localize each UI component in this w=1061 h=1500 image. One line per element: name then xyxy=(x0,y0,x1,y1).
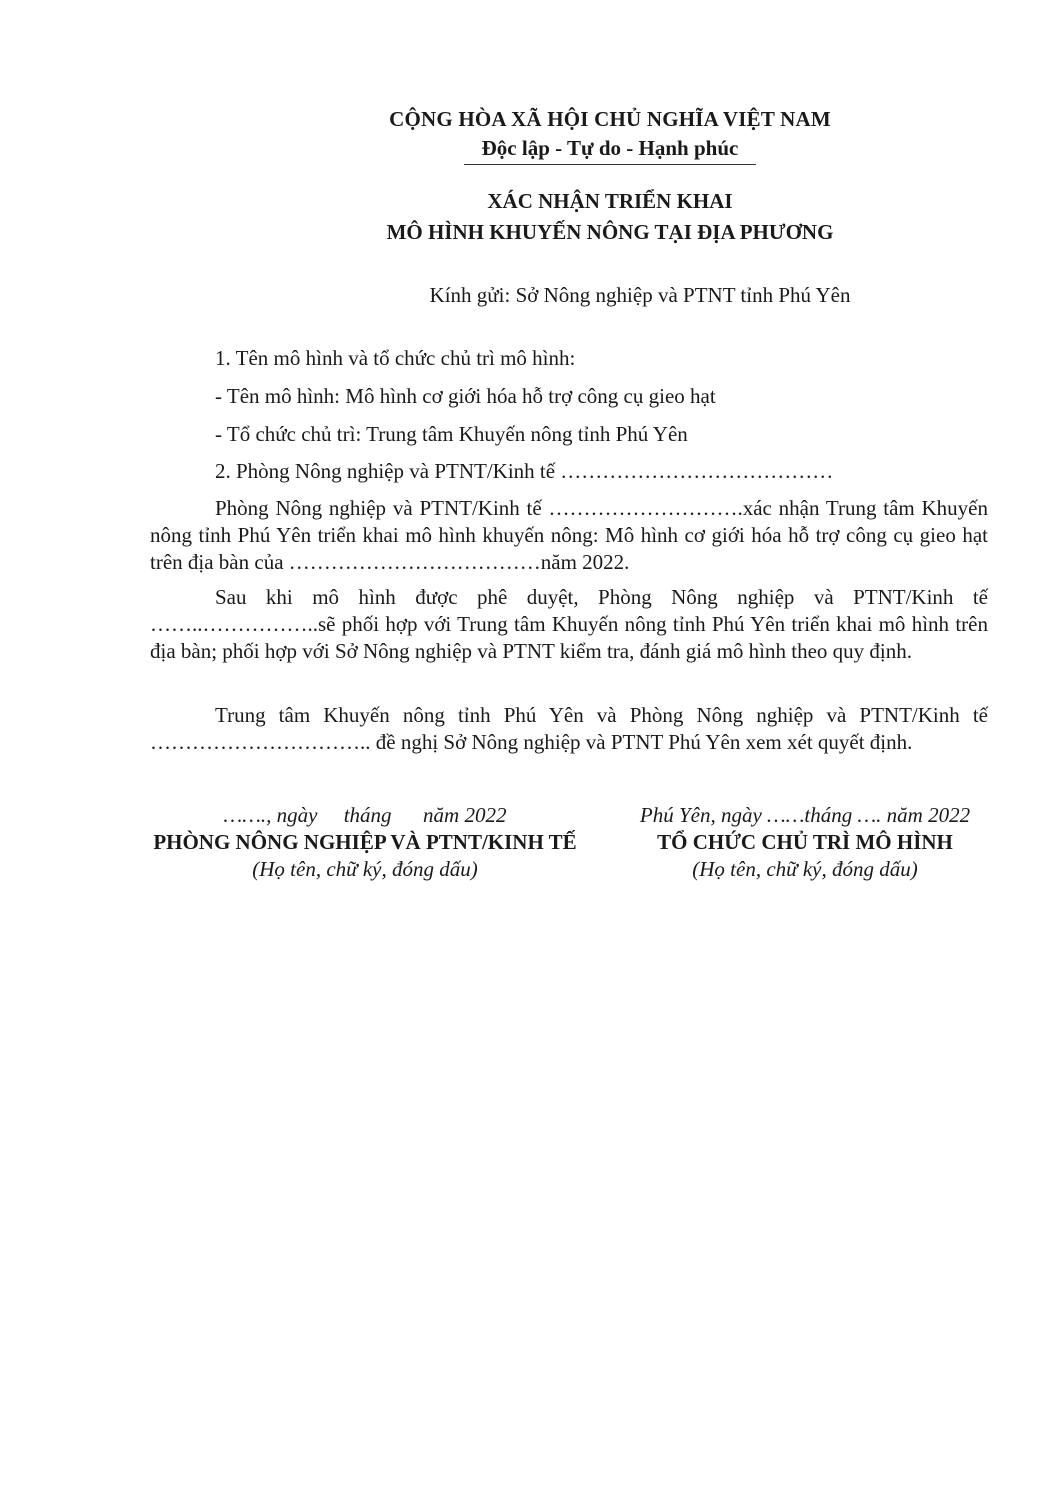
recipient-text: Kính gửi: Sở Nông nghiệp và PTNT tỉnh Phú Yên xyxy=(429,283,851,307)
right-signature-note: (Họ tên, chữ ký, đóng dấu) xyxy=(692,857,918,881)
section-1-heading: 1. Tên mô hình và tổ chức chủ trì mô hình: xyxy=(215,346,576,370)
host-organization-line: - Tổ chức chủ trì: Trung tâm Khuyến nông tỉnh Phú Yên xyxy=(215,422,688,446)
left-signature-note: (Họ tên, chữ ký, đóng dấu) xyxy=(252,857,478,881)
model-name-line: - Tên mô hình: Mô hình cơ giới hóa hỗ trợ công cụ gieo hạt xyxy=(215,384,716,408)
national-motto: Độc lập - Tự do - Hạnh phúc xyxy=(481,136,739,160)
left-signature-organization: PHÒNG NÔNG NGHIỆP VÀ PTNT/KINH TẾ xyxy=(153,830,577,854)
right-signature-organization: TỔ CHỨC CHỦ TRÌ MÔ HÌNH xyxy=(657,830,953,854)
right-signature-date: Phú Yên, ngày ……tháng …. năm 2022 xyxy=(639,803,971,827)
request-paragraph xyxy=(150,702,988,756)
coordination-text: Sau khi mô hình được phê duyệt, Phòng Nông nghiệp và PTNT/Kinh tế ……..……………..sẽ phối hợp với Trung tâm Khuyến nông tỉnh Phú Yên triển khai mô hình trên địa bàn; phối hợp với Sở Nông nghiệp và PTNT kiểm tra, đánh giá mô hình theo quy định. xyxy=(150,585,988,663)
motto-underline xyxy=(464,164,756,165)
request-text: Trung tâm Khuyến nông tỉnh Phú Yên và Phòng Nông nghiệp và PTNT/Kinh tế ………………………….. đề nghị Sở Nông nghiệp và PTNT Phú Yên xem xét quyết định. xyxy=(150,703,988,754)
document-header xyxy=(150,104,990,165)
confirmation-text: Phòng Nông nghiệp và PTNT/Kinh tế ……………………….xác nhận Trung tâm Khuyến nông tỉnh Phú Yên triển khai mô hình khuyến nông: Mô hình cơ giới hóa hỗ trợ công cụ gieo hạt trên địa bàn của ………………………………năm 2022. xyxy=(150,496,988,574)
right-signature-block xyxy=(620,802,990,883)
title-line-1: XÁC NHẬN TRIỂN KHAI xyxy=(487,189,733,213)
nation-name: CỘNG HÒA XÃ HỘI CHỦ NGHĨA VIỆT NAM xyxy=(389,107,831,131)
confirmation-paragraph xyxy=(150,495,988,576)
document-title xyxy=(150,186,990,248)
left-signature-block xyxy=(140,802,590,883)
recipient-line xyxy=(150,280,990,310)
title-line-2: MÔ HÌNH KHUYẾN NÔNG TẠI ĐỊA PHƯƠNG xyxy=(386,220,834,244)
coordination-paragraph xyxy=(150,584,988,665)
left-signature-date: ……., ngày tháng năm 2022 xyxy=(223,803,507,827)
section-2-heading: 2. Phòng Nông nghiệp và PTNT/Kinh tế ………………………………… xyxy=(215,459,834,483)
